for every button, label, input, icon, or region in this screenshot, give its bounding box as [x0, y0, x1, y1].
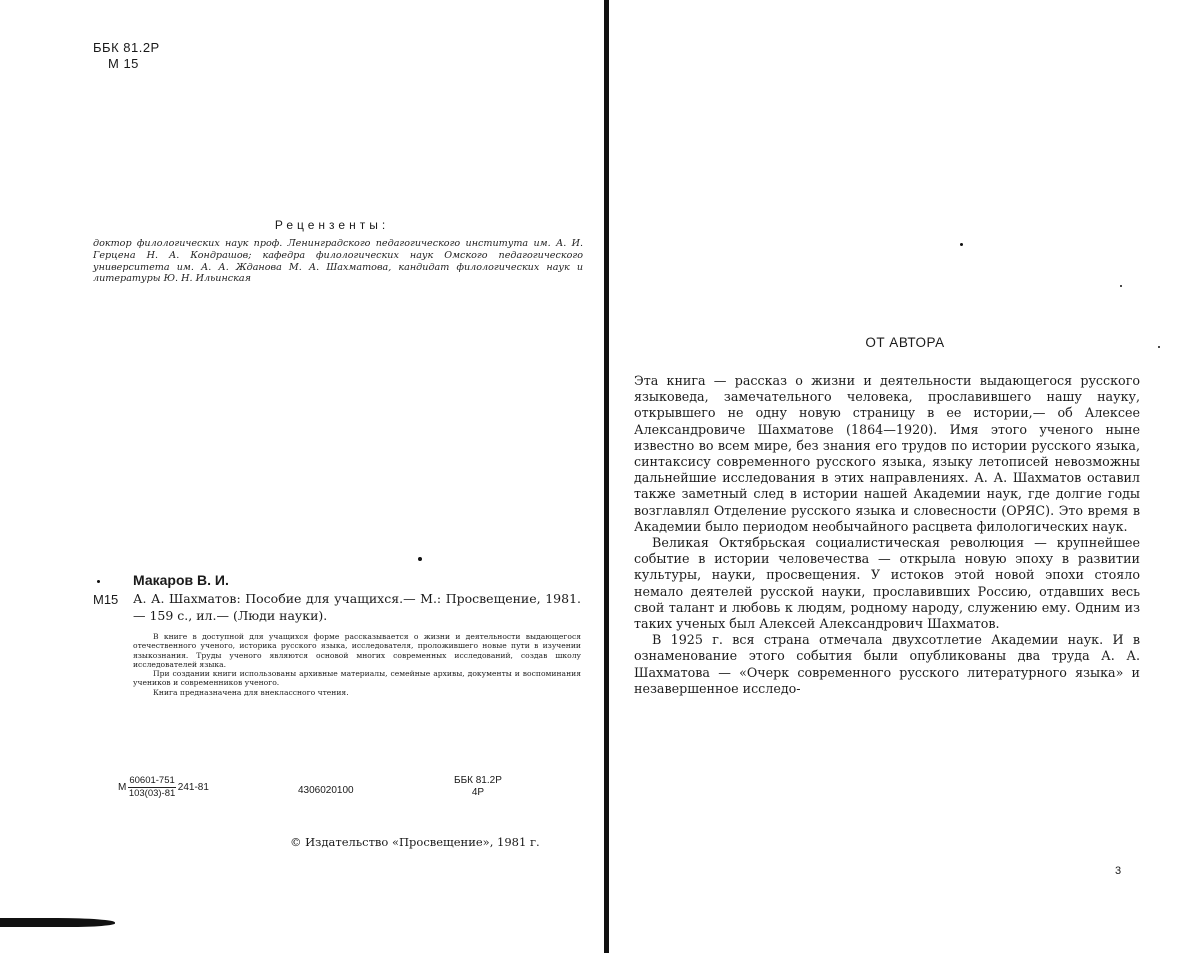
- catalog-index-row: [118, 775, 588, 815]
- bbk-index: [454, 775, 502, 799]
- reviewers-heading: Рецензенты:: [274, 218, 390, 232]
- index-fraction: [118, 775, 209, 800]
- copyright-notice: © Издательство «Просвещение», 1981 г.: [290, 835, 540, 849]
- bbk-classification: [93, 40, 160, 72]
- right-page: [610, 0, 1200, 953]
- bbk-code: ББК 81.2Р: [93, 40, 160, 55]
- bibliographic-entry: А. А. Шахматов: Пособие для учащихся.— М.: Просвещение, 1981.— 159 с., ил.— (Люди науки).: [133, 591, 581, 623]
- index-suffix: 241-81: [177, 782, 209, 793]
- body-paragraph: В 1925 г. вся страна отмечала двухсотлетие Академии наук. И в ознаменование этого события были опубликованы два труда А. А. Шахматова — «Очерк современного русского литературного языка» и незавершенное исследо-: [634, 632, 1140, 696]
- reviewers-text: доктор филологических наук проф. Ленинградского педагогического института им. А. И. Герцена Н. А. Кондрашов; кафедра филологических наук Омского педагогического университета им. А. А. Жданова М. А. Шахматова, кандидат филологических наук и литературы Ю. Н. Ильинская: [93, 238, 583, 285]
- bullet-dot: [97, 580, 100, 583]
- author-name: Макаров В. И.: [133, 572, 229, 588]
- index-letter: М: [118, 782, 127, 793]
- book-annotation: [133, 632, 581, 697]
- ink-dot: [418, 557, 422, 561]
- index-denominator: 103(03)-81: [128, 788, 176, 799]
- body-paragraph: Великая Октябрьская социалистическая революция — крупнейшее событие в истории человечества — открыла новую эпоху в развитии культуры, науки, просвещения. У истоков этой новой эпохи стояло немало деятелей русской науки, прославивших Россию, отдавших весь свой талант и любовь к людям, родному народу, служению ему. Одним из таких ученых был Алексей Александрович Шахматов.: [634, 535, 1140, 632]
- author-mark: М 15: [108, 56, 139, 71]
- ink-dot: [960, 243, 963, 246]
- page-number: 3: [1115, 865, 1122, 877]
- ink-smudge: [0, 918, 115, 927]
- catalog-mark: М15: [93, 592, 119, 607]
- bbk-index-line: 4Р: [471, 787, 485, 798]
- annotation-paragraph: В книге в доступной для учащихся форме рассказывается о жизни и деятельности выдающегося отечественного ученого, историка русского языка, исследователя, проложившего новые пути в изучении языкознания. Труды ученого являются основой многих современных исследований, создав школу исследователей языка.: [133, 632, 581, 669]
- isbn-number: 4306020100: [298, 785, 354, 796]
- ink-dot: [1120, 285, 1122, 287]
- body-paragraph: Эта книга — рассказ о жизни и деятельности выдающегося русского языковеда, замечательного человека, прославившего нашу науку, открывшего не одну новую страницу в ее истории,— об Алексее Александровиче Шахматове (1864—1920). Имя этого ученого ныне известно во всем мире, без знания его трудов по истории русского языка, синтаксису современного русского языка, языку летописей невозможны дальнейшие исследования в этих направлениях. А. А. Шахматов оставил также заметный след в истории нашей Академии наук, где долгие годы возглавлял Отделение русского языка и словесности (ОРЯС). Это время в Академии было периодом необычайного расцвета филологических наук.: [634, 373, 1140, 534]
- body-text: [634, 373, 1140, 697]
- section-heading: ОТ АВТОРА: [865, 335, 945, 350]
- book-spine: [604, 0, 609, 953]
- index-numerator: 60601-751: [129, 775, 175, 786]
- annotation-paragraph: При создании книги использованы архивные материалы, семейные архивы, документы и воспоминания учеников и современников ученого.: [133, 669, 581, 688]
- annotation-paragraph: Книга предназначена для внеклассного чтения.: [153, 687, 349, 697]
- bbk-index-line: ББК 81.2Р: [454, 775, 502, 786]
